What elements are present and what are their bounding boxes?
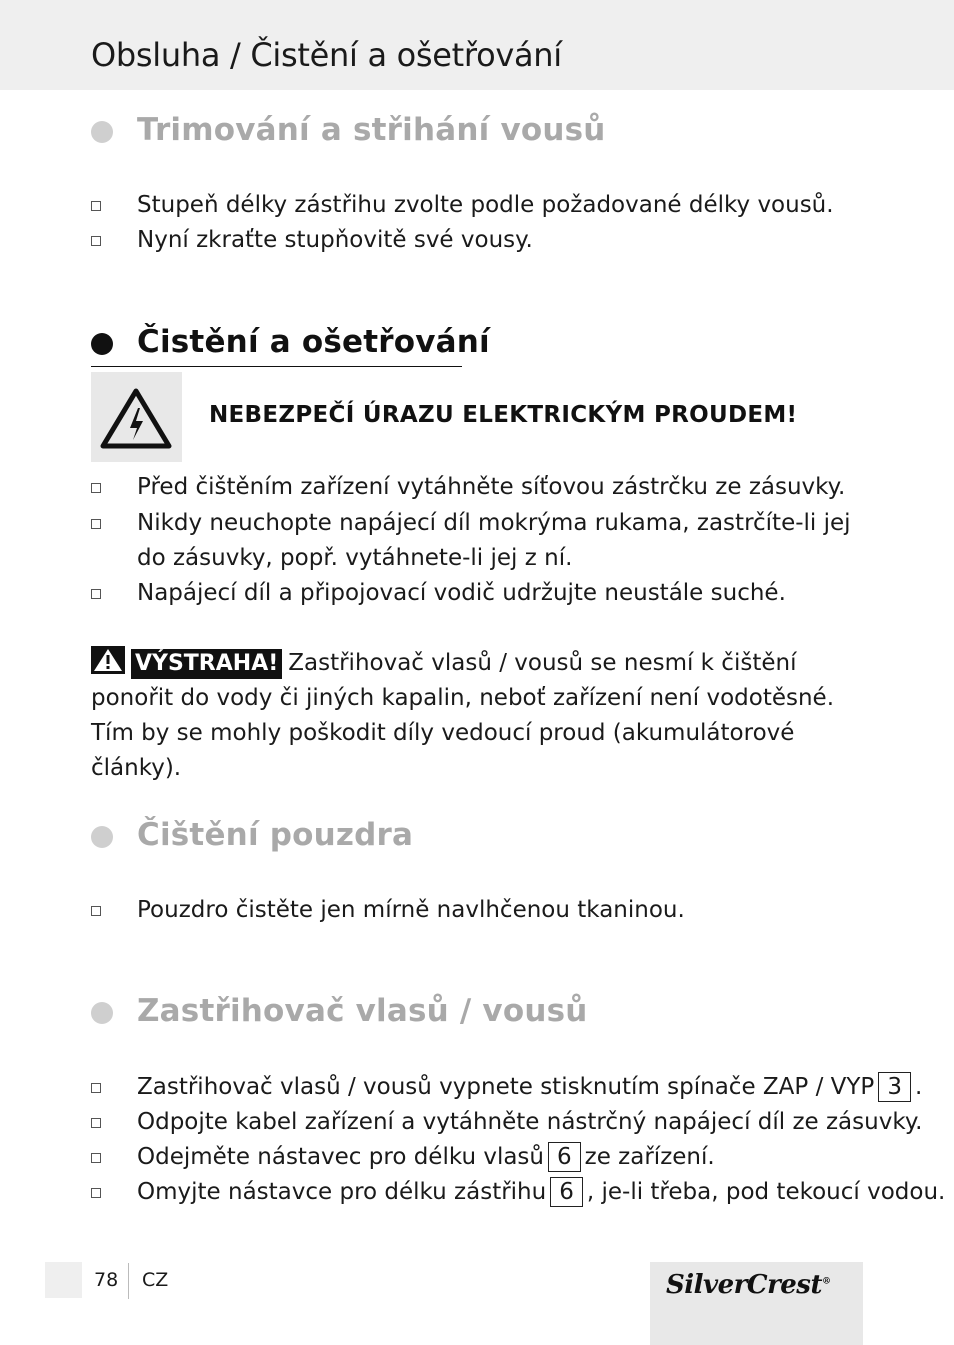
list-item-text: Odejměte nástavec pro délku vlasů 6 ze zařízení. — [137, 1144, 715, 1170]
part-reference: 6 — [548, 1142, 581, 1172]
section-title: Trimování a střihání vousů — [137, 112, 606, 148]
footer-marker — [45, 1262, 82, 1298]
list-item-text: Nikdy neuchopte napájecí díl mokrýma rukama, zastrčíte-li jej do zásuvky, popř. vytáhnete-li jej z ní. — [137, 510, 851, 571]
list-item — [91, 506, 881, 578]
square-bullet-icon — [91, 483, 101, 493]
bullet-dot-icon — [91, 1002, 113, 1024]
footer-divider — [128, 1263, 129, 1299]
bullet-dot-icon — [91, 333, 113, 355]
brand-logo-panel — [650, 1262, 863, 1345]
bullet-dot-icon — [91, 121, 113, 143]
caution-label: VÝSTRAHA! — [131, 649, 282, 679]
square-bullet-icon — [91, 1083, 101, 1093]
square-bullet-icon — [91, 1118, 101, 1128]
list-item-text: Před čištěním zařízení vytáhněte síťovou zástrčku ze zásuvky. — [137, 474, 846, 500]
square-bullet-icon — [91, 906, 101, 916]
part-reference: 3 — [878, 1072, 911, 1102]
warning-icon-panel — [91, 372, 182, 462]
page-number: 78 — [94, 1269, 119, 1291]
list-item-text: Nyní zkraťte stupňovitě své vousy. — [137, 227, 533, 253]
list-item-text: Zastřihovač vlasů / vousů vypnete stisknutím spínače ZAP / VYP 3 . — [137, 1074, 923, 1100]
list-item-text: Pouzdro čistěte jen mírně navlhčenou tkaninou. — [137, 897, 685, 923]
brand-logo: SilverCrest® — [666, 1270, 831, 1300]
square-bullet-icon — [91, 1188, 101, 1198]
list-item-text: Odpojte kabel zařízení a vytáhněte nástrčný napájecí díl ze zásuvky. — [137, 1109, 923, 1135]
caution-text: Zastřihovač vlasů / vousů se nesmí k čištění ponořit do vody či jiných kapalin, neboť zařízení není vodotěsné. Tím by se mohly poškodit díly vedoucí proud (akumulátorové články). — [91, 650, 835, 781]
caution-paragraph — [91, 646, 871, 786]
heading-underline — [91, 366, 462, 367]
page-title: Obsluha / Čistění a ošetřování — [91, 36, 562, 74]
bullet-dot-icon — [91, 826, 113, 848]
list-item-text: Omyjte nástavce pro délku zástřihu 6 , je-li třeba, pod tekoucí vodou. — [137, 1179, 946, 1205]
part-reference: 6 — [550, 1177, 583, 1207]
square-bullet-icon — [91, 519, 101, 529]
square-bullet-icon — [91, 1153, 101, 1163]
page-header — [0, 0, 954, 90]
danger-notice — [91, 372, 891, 462]
section-title: Čistění a ošetřování — [137, 324, 490, 360]
electric-hazard-icon — [91, 372, 182, 462]
warning-triangle-icon — [91, 646, 125, 674]
list-item-text: Stupeň délky zástřihu zvolte podle požadované délky vousů. — [137, 192, 834, 218]
danger-heading: NEBEZPEČÍ ÚRAZU ELEKTRICKÝM PROUDEM! — [209, 402, 798, 428]
language-code: CZ — [142, 1269, 169, 1291]
section-title: Zastřihovač vlasů / vousů — [137, 993, 588, 1029]
section-title: Čištění pouzdra — [137, 817, 414, 853]
square-bullet-icon — [91, 589, 101, 599]
list-item-text: Napájecí díl a připojovací vodič udržujte neustále suché. — [137, 580, 786, 606]
square-bullet-icon — [91, 236, 101, 246]
square-bullet-icon — [91, 201, 101, 211]
